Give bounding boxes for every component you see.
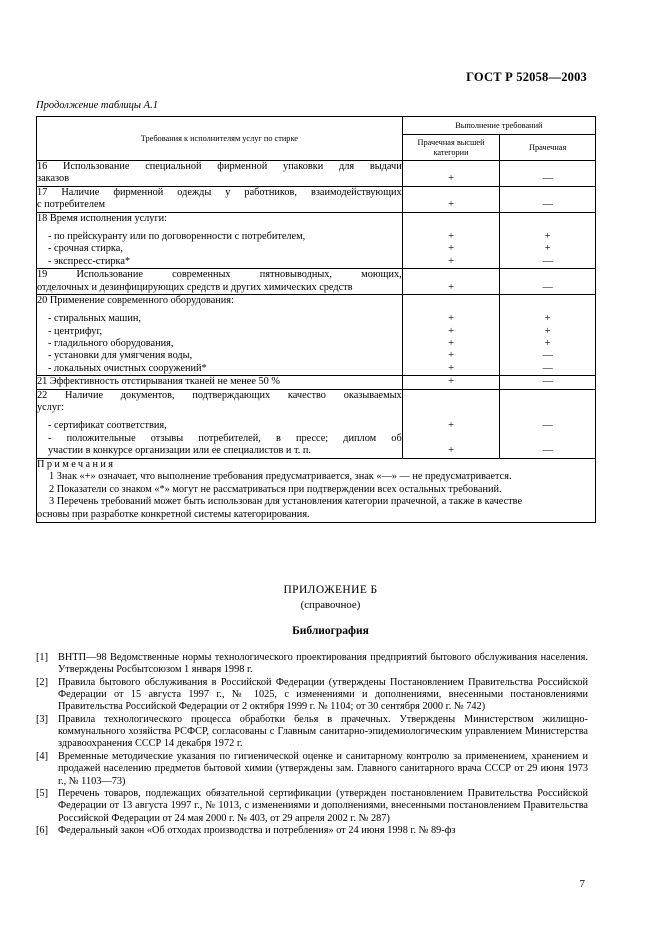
row21-text: 21 Эффективность отстирывания тканей не менее 50 %	[37, 376, 280, 388]
note-1: 1 Знак «+» означает, что выполнение требования предусматривается, знак «—» — не предусматривается.	[49, 471, 512, 483]
bibliography-entry	[36, 751, 588, 788]
row19-text-line2: отделочных и дезинфицирующих средств и других химических средств	[37, 281, 353, 293]
row22-item-2-regular: —	[542, 445, 553, 457]
row19-text-line1: 19 Использование современных пятновыводных, моющих,	[37, 269, 402, 281]
table-row-17	[37, 186, 596, 212]
row22-title-line2: услуг:	[37, 402, 65, 414]
row20-item-2: - центрифуг,	[48, 325, 103, 337]
bibliography-entry-number: [1]	[36, 652, 49, 663]
note-3-line2: основы при разработке конкретной системы категорирования.	[37, 508, 310, 520]
bibliography-entry-number: [5]	[36, 788, 49, 800]
row21-premium: +	[448, 376, 454, 388]
col-premium-line1: Прачечная высшей	[417, 137, 485, 147]
row20-item-1: - стиральных машин,	[48, 313, 141, 325]
bibliography-entry-text: Федеральный закон «Об отходах производства и потребления» от 24 июня 1998 г. № 89-фз	[58, 825, 456, 837]
row20-item-3-premium: +	[448, 338, 454, 350]
row17-text	[37, 186, 403, 212]
row19-regular-cell	[500, 269, 596, 295]
bibliography-entry-text: Правила бытового обслуживания в Российской Федерации (утверждены Постановлением Правительства Российской Федерации от 15 августа 1997 г., № 1025, с изменениями и дополнениями, внесенными постановлениями Правительства Российской Федерации от 2 октября 1999 г. № 1104; от 30 сентября 2000 г. № 742)	[58, 676, 588, 713]
bibliography-entry	[36, 652, 588, 676]
table-row-16	[37, 161, 596, 187]
bibliography-entry	[36, 677, 588, 714]
row16-text	[37, 161, 403, 187]
bibliography-title: Библиография	[292, 625, 369, 637]
row20-item-3: - гладильного оборудования,	[48, 338, 174, 350]
bibliography-entry-number: [2]	[36, 676, 49, 688]
row21-regular: —	[542, 376, 553, 388]
row19-text	[37, 269, 403, 295]
row20-item-2-regular: +	[544, 325, 551, 337]
row17-premium: +	[448, 199, 454, 211]
table-notes	[37, 458, 596, 522]
bibliography-entry-text: ВНТП—98 Ведомственные нормы технологического проектирования предприятий бытового обслуживания населения. Утверждены Росбытсоюзом 1 января 1998 г.	[58, 652, 588, 676]
row18-item-1: - по прейскуранту или по договоренности с потребителем,	[48, 230, 306, 242]
bibliography-entry-text: Перечень товаров, подлежащих обязательной сертификации (утвержден постановлением Правительства Российской Федерации от 13 августа 1997 г., № 1013, с изменениями и дополнениями, внесенными постановлением Правительства Российской Федерации от 24 мая 2000 г. № 403, от 29 апреля 2002 г. № 287)	[58, 788, 588, 824]
row22-item-1: - сертификат соответствия,	[48, 420, 167, 432]
row20-item-5-premium: +	[448, 362, 454, 374]
document-code: ГОСТ Р 52058—2003	[466, 70, 587, 84]
row20-item-4-regular: —	[542, 350, 553, 362]
row20-text	[37, 294, 403, 375]
row20-item-5: - локальных очистных сооружений*	[48, 362, 207, 374]
row16-regular-cell	[500, 161, 596, 187]
notes-heading: Примечания	[37, 458, 116, 470]
row20-item-4: - установки для умягчения воды,	[48, 350, 193, 362]
bibliography-entry	[36, 788, 588, 825]
row18-item-1-premium: +	[448, 230, 454, 242]
row20-item-2-premium: +	[448, 325, 454, 337]
bibliography-entry	[36, 714, 588, 751]
row22-item-2-premium: +	[448, 445, 454, 457]
row18-regular-cell	[500, 212, 596, 269]
annex-subtitle: (справочное)	[300, 599, 361, 611]
row17-premium-cell	[402, 186, 500, 212]
bibliography-entry-text: Правила технологического процесса обработки белья в прачечных. Утверждены Министерством жилищно-коммунального хозяйства РСФСР, согласованы с Главным санитарно-эпидемиологическим управлением Министерства здравоохранения СССР 14 декабря 1972 г.	[58, 714, 588, 750]
row17-text-line2: с потребителем	[37, 199, 106, 211]
row22-item-1-premium: +	[448, 420, 454, 432]
row18-item-2-premium: +	[448, 243, 454, 255]
row21-text-cell	[37, 376, 403, 389]
col-regular-header: Прачечная	[500, 135, 596, 161]
table-row-19	[37, 269, 596, 295]
row21-regular-cell	[500, 376, 596, 389]
bibliography-entry-text: Временные методические указания по гигиенической оценке и санитарному контролю за применением, хранением и продажей населению предметов бытовой химии (утверждены зам. Главного санитарного врача СССР от 29 июня 1973 г., № 1103—73)	[58, 751, 588, 787]
row18-title: 18 Время исполнения услуги:	[37, 212, 168, 224]
row18-item-2: - срочная стирка,	[48, 243, 123, 255]
annex-title: ПРИЛОЖЕНИЕ Б	[283, 584, 378, 596]
page-number: 7	[579, 878, 585, 890]
col-fulfillment-header: Выполнение требований	[402, 117, 595, 135]
col-requirements-header: Требования к исполнителям услуг по стирке	[37, 117, 403, 161]
row20-regular-cell	[500, 294, 596, 375]
row18-premium-cell	[402, 212, 500, 269]
row16-text-line1: 16 Использование специальной фирменной упаковки для выдачи	[37, 161, 402, 172]
row20-premium-cell	[402, 294, 500, 375]
row18-text	[37, 212, 403, 269]
row17-regular-cell	[500, 186, 596, 212]
row16-text-line2: заказов	[37, 173, 70, 185]
col-premium-line2: категории	[433, 147, 469, 157]
row20-item-1-premium: +	[448, 313, 454, 325]
row20-item-5-regular: —	[542, 362, 553, 374]
row22-regular-cell	[500, 389, 596, 458]
row19-regular: —	[542, 281, 553, 293]
table-row-22	[37, 389, 596, 458]
table-notes-row	[37, 458, 596, 522]
row18-item-3-regular: —	[542, 255, 553, 267]
row16-premium-cell	[402, 161, 500, 187]
row22-text	[37, 389, 403, 458]
row16-regular: —	[542, 173, 553, 185]
row22-item-2-line2: участии в конкурсе организации или ее специалистов и т. п.	[48, 445, 311, 457]
table-caption: Продолжение таблицы А.1	[36, 100, 158, 111]
row19-premium-cell	[402, 269, 500, 295]
row18-item-1-regular: +	[544, 230, 551, 242]
row21-premium-cell	[402, 376, 500, 389]
row22-title-line1: 22 Наличие документов, подтверждающих качество оказываемых	[37, 389, 402, 401]
row20-item-4-premium: +	[448, 350, 454, 362]
requirements-table	[36, 116, 596, 523]
bibliography-entry-number: [6]	[36, 825, 49, 837]
row19-premium: +	[448, 281, 454, 293]
bibliography-entry	[36, 825, 588, 837]
bibliography-entry-number: [4]	[36, 751, 49, 763]
row17-text-line1: 17 Наличие фирменной одежды у работников, взаимодействующих	[37, 186, 402, 198]
bibliography-entry-number: [3]	[36, 714, 49, 726]
bibliography-list	[36, 652, 588, 838]
row16-premium: +	[448, 173, 454, 185]
row20-item-3-regular: +	[544, 338, 551, 350]
note-3-line1: 3 Перечень требований может быть использован для установления категории прачечной, а также в качестве	[49, 496, 523, 508]
row18-item-3-premium: +	[448, 255, 454, 267]
row22-item-1-regular: —	[542, 420, 553, 432]
table-row-20	[37, 294, 596, 375]
row18-item-2-regular: +	[544, 243, 551, 255]
table-row-21	[37, 376, 596, 389]
row20-item-1-regular: +	[544, 313, 551, 325]
col-premium-header	[402, 135, 500, 161]
row22-premium-cell	[402, 389, 500, 458]
table-row-18	[37, 212, 596, 269]
row17-regular: —	[542, 199, 553, 211]
row22-item-2-line1: - положительные отзывы потребителей, в прессе; диплом об	[48, 432, 402, 444]
note-2: 2 Показатели со знаком «*» могут не рассматриваться при подтверждении всех остальных требований.	[49, 483, 502, 495]
row18-item-3: - экспресс-стирка*	[48, 255, 131, 267]
row20-title: 20 Применение современного оборудования:	[37, 294, 234, 306]
